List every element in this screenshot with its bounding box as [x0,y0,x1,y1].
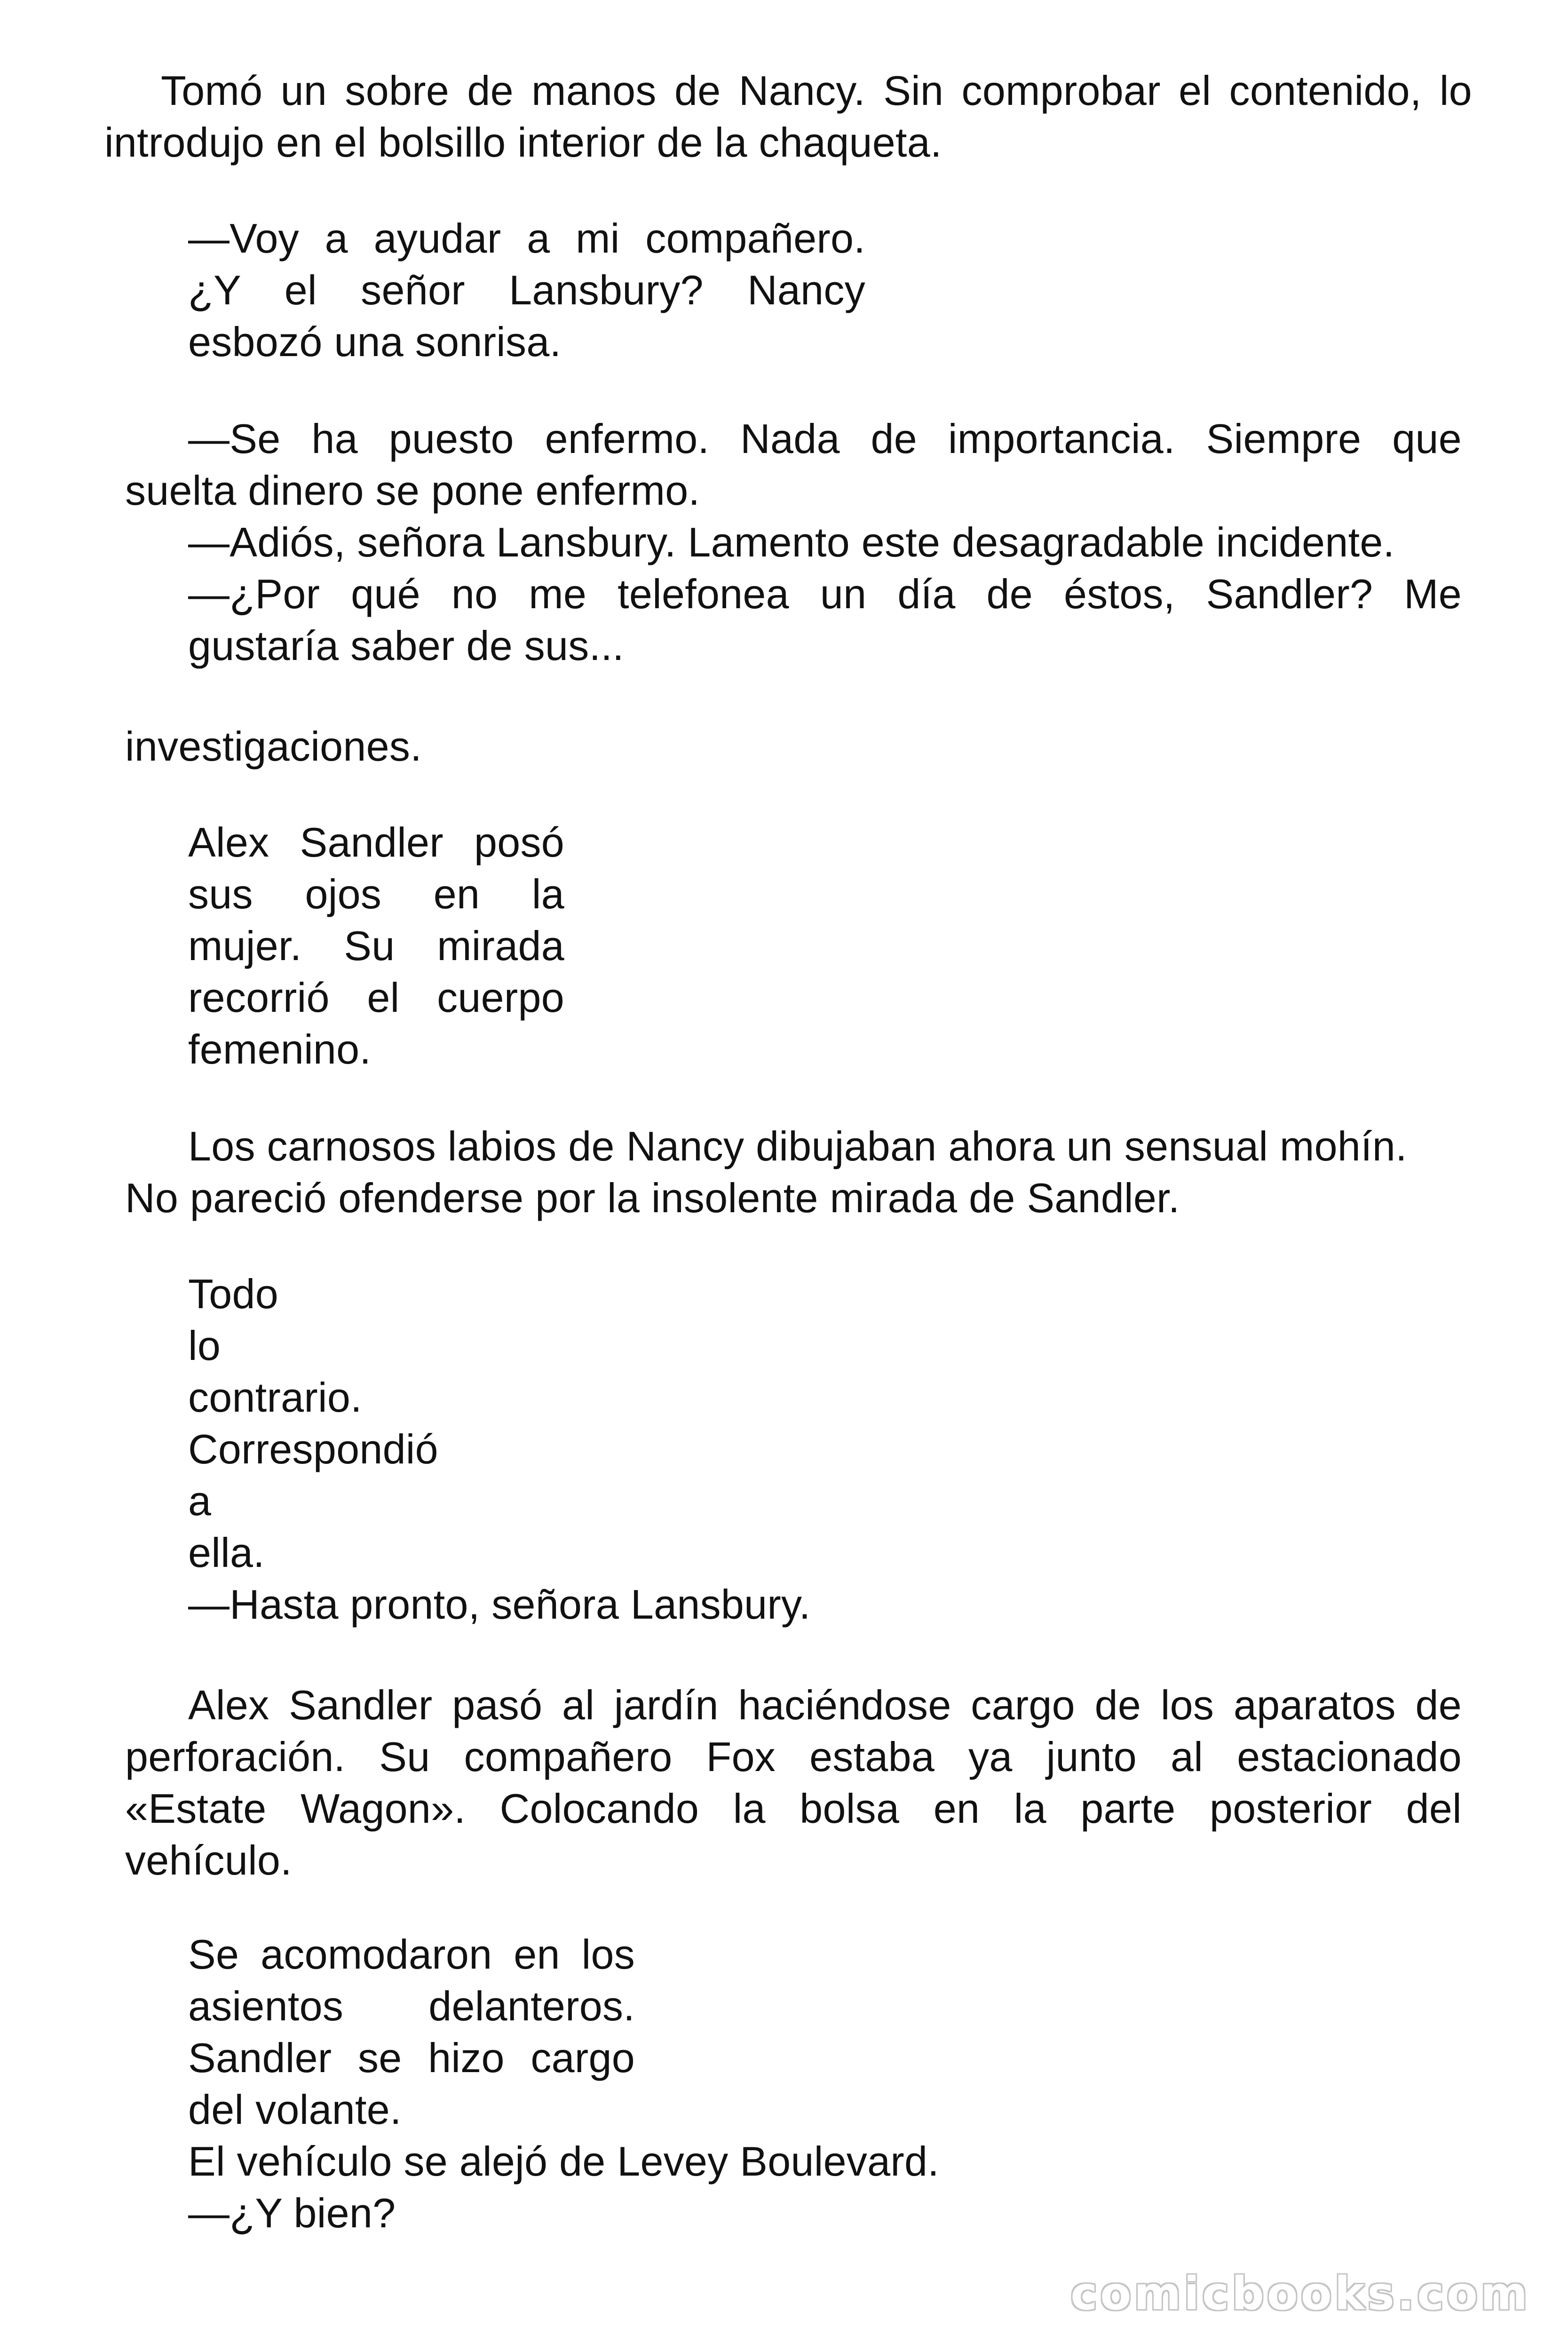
text-line: Correspondió [188,1426,438,1472]
paragraph-8 [125,1679,1462,1886]
text-line: esbozó una sonrisa. [188,318,562,365]
text-line: Alex Sandler posó [188,819,564,866]
text-line: El vehículo se alejó de Levey Boulevard. [188,2138,939,2185]
text-line: «Estate Wagon». Colocando la bolsa en la parte posterior del [125,1785,1462,1832]
text-line: —Adiós, señora Lansbury. Lamento este desagradable incidente. [188,519,1395,565]
paragraph-2 [188,213,865,368]
text-line: investigaciones. [125,723,422,770]
text-line: —Voy a ayudar a mi compañero. [188,215,865,262]
text-line: Todo [188,1271,279,1317]
text-line: Sandler se hizo cargo [188,2034,635,2081]
text-line: ella. [188,1529,265,1576]
paragraph-7 [188,1268,941,1630]
watermark-logo: comicbooks.com [1070,2267,1530,2320]
text-line: —¿Y bien? [188,2190,396,2236]
text-line: contrario. [188,1374,362,1421]
paragraph-4 [125,721,689,772]
text-line: vehículo. [125,1837,292,1883]
text-line: mujer. Su mirada [188,922,564,969]
paragraph-3 [125,413,1462,672]
text-line: lo [188,1322,221,1369]
text-line: gustaría saber de sus... [188,622,624,669]
paragraph-6 [125,1120,1462,1224]
text-line: recorrió el cuerpo [188,974,564,1021]
text-line: Se acomodaron en los [188,1931,635,1978]
paragraph-9 [188,1929,1105,2239]
text-line: Tomó un sobre de manos de Nancy. Sin comprobar el contenido, lo [161,67,1472,114]
text-line: —Hasta pronto, señora Lansbury. [188,1581,811,1628]
text-line: No pareció ofenderse por la insolente mirada de Sandler. [125,1175,1180,1221]
text-line: —Se ha puesto enfermo. Nada de importancia. Siempre que [188,415,1462,462]
text-line: —¿Por qué no me telefonea un día de éstos, Sandler? Me [188,571,1462,617]
text-line: suelta dinero se pone enfermo. [125,467,700,514]
text-line: del volante. [188,2086,402,2133]
text-line: a [188,1478,212,1524]
text-line: femenino. [188,1026,372,1073]
paragraph-1 [104,65,1472,168]
paragraph-5 [188,817,564,1075]
text-line: asientos delanteros. [188,1983,635,2029]
text-line: perforación. Su compañero Fox estaba ya junto al estacionado [125,1733,1462,1780]
text-line: Los carnosos labios de Nancy dibujaban ahora un sensual mohín. [188,1123,1407,1169]
text-line: Alex Sandler pasó al jardín haciéndose cargo de los aparatos de [188,1682,1462,1728]
text-line: sus ojos en la [188,871,564,917]
text-line: introdujo en el bolsillo interior de la chaqueta. [104,119,942,166]
text-line: ¿Y el señor Lansbury? Nancy [188,267,865,313]
